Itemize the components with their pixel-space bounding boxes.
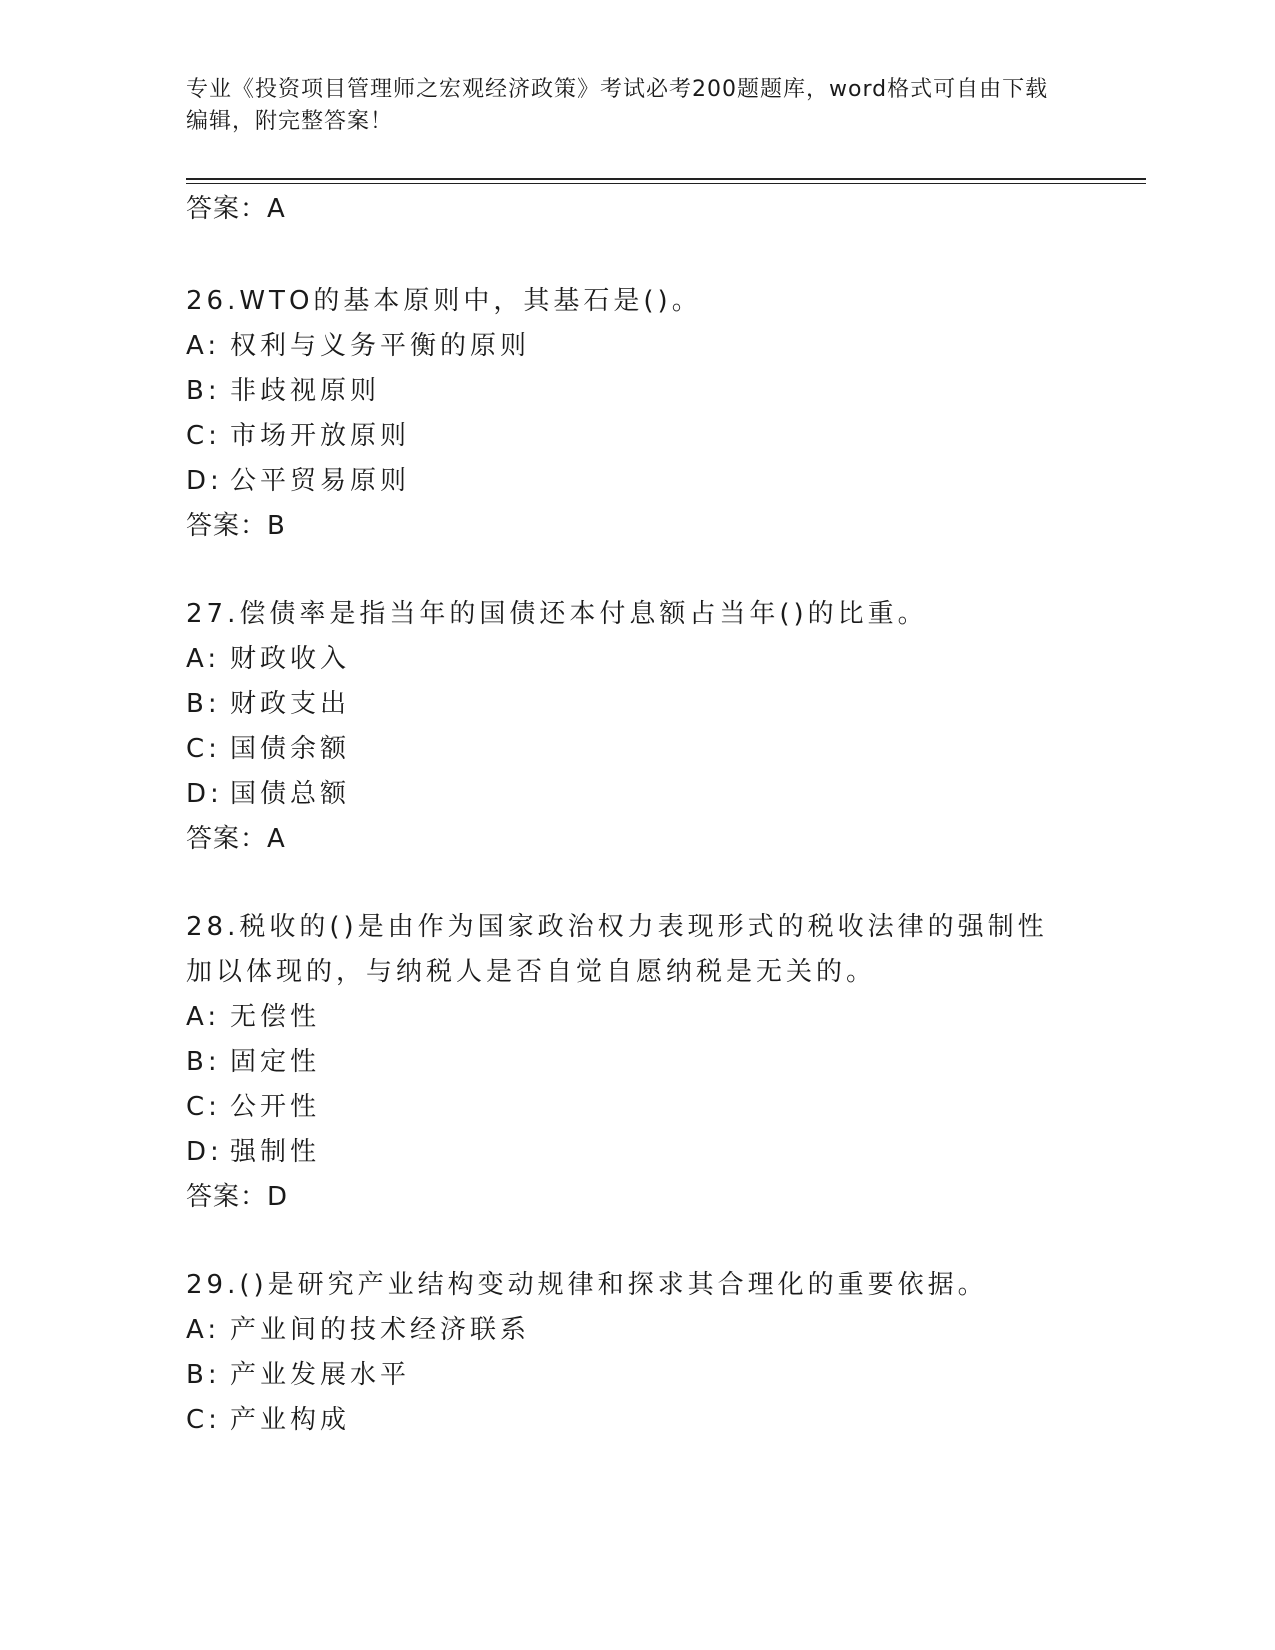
question-stem: 29.()是研究产业结构变动规律和探求其合理化的重要依据。 xyxy=(186,1270,988,1300)
option-text: 国债余额 xyxy=(230,734,351,764)
option-a xyxy=(186,995,1146,1040)
question-29 xyxy=(186,1263,1146,1443)
option-c xyxy=(186,1398,1146,1443)
option-letter: B: xyxy=(186,689,221,719)
option-letter: C: xyxy=(186,421,221,451)
option-d xyxy=(186,1130,1146,1175)
option-text: 非歧视原则 xyxy=(230,376,381,406)
option-c xyxy=(186,1085,1146,1130)
option-b xyxy=(186,369,1146,414)
option-text: 财政收入 xyxy=(230,644,351,674)
option-text: 无偿性 xyxy=(230,1002,321,1032)
option-letter: C: xyxy=(186,734,221,764)
option-letter: C: xyxy=(186,1092,221,1122)
question-26 xyxy=(186,279,1146,549)
option-text: 产业构成 xyxy=(230,1405,351,1435)
option-b xyxy=(186,1040,1146,1085)
option-text: 公开性 xyxy=(230,1092,321,1122)
question-stem: 28.税收的()是由作为国家政治权力表现形式的税收法律的强制性加以体现的，与纳税人是否自觉自愿纳税是无关的。 xyxy=(186,912,1048,987)
option-text: 财政支出 xyxy=(230,689,351,719)
option-a xyxy=(186,324,1146,369)
option-a xyxy=(186,637,1146,682)
document-content xyxy=(186,191,1146,1443)
option-text: 权利与义务平衡的原则 xyxy=(230,331,531,361)
option-text: 产业发展水平 xyxy=(230,1360,411,1390)
option-letter: C: xyxy=(186,1405,221,1435)
question-answer: 答案：A xyxy=(186,824,286,854)
option-letter: A: xyxy=(186,1315,221,1345)
option-letter: A: xyxy=(186,644,221,674)
option-text: 产业间的技术经济联系 xyxy=(230,1315,531,1345)
option-b xyxy=(186,1353,1146,1398)
option-d xyxy=(186,772,1146,817)
option-text: 公平贸易原则 xyxy=(230,466,411,496)
option-text: 固定性 xyxy=(230,1047,321,1077)
option-letter: D: xyxy=(186,779,223,809)
option-letter: A: xyxy=(186,331,221,361)
question-answer: 答案：B xyxy=(186,511,286,541)
question-27 xyxy=(186,592,1146,862)
option-b xyxy=(186,682,1146,727)
question-answer: 答案：D xyxy=(186,1182,289,1212)
option-text: 国债总额 xyxy=(230,779,351,809)
option-c xyxy=(186,727,1146,772)
question-stem: 27.偿债率是指当年的国债还本付息额占当年()的比重。 xyxy=(186,599,928,629)
option-letter: D: xyxy=(186,466,223,496)
option-text: 强制性 xyxy=(230,1137,321,1167)
option-c xyxy=(186,414,1146,459)
document-header: 专业《投资项目管理师之宏观经济政策》考试必考200题题库，word格式可自由下载编辑，附完整答案！ xyxy=(186,77,1049,134)
option-letter: B: xyxy=(186,1047,221,1077)
header-divider xyxy=(186,178,1146,184)
option-text: 市场开放原则 xyxy=(230,421,411,451)
option-d xyxy=(186,459,1146,504)
option-letter: A: xyxy=(186,1002,221,1032)
option-a xyxy=(186,1308,1146,1353)
option-letter: D: xyxy=(186,1137,223,1167)
option-letter: B: xyxy=(186,376,221,406)
previous-answer: 答案：A xyxy=(186,194,286,224)
question-stem: 26.WTO的基本原则中，其基石是()。 xyxy=(186,286,702,316)
option-letter: B: xyxy=(186,1360,221,1390)
question-28 xyxy=(186,905,1146,1220)
